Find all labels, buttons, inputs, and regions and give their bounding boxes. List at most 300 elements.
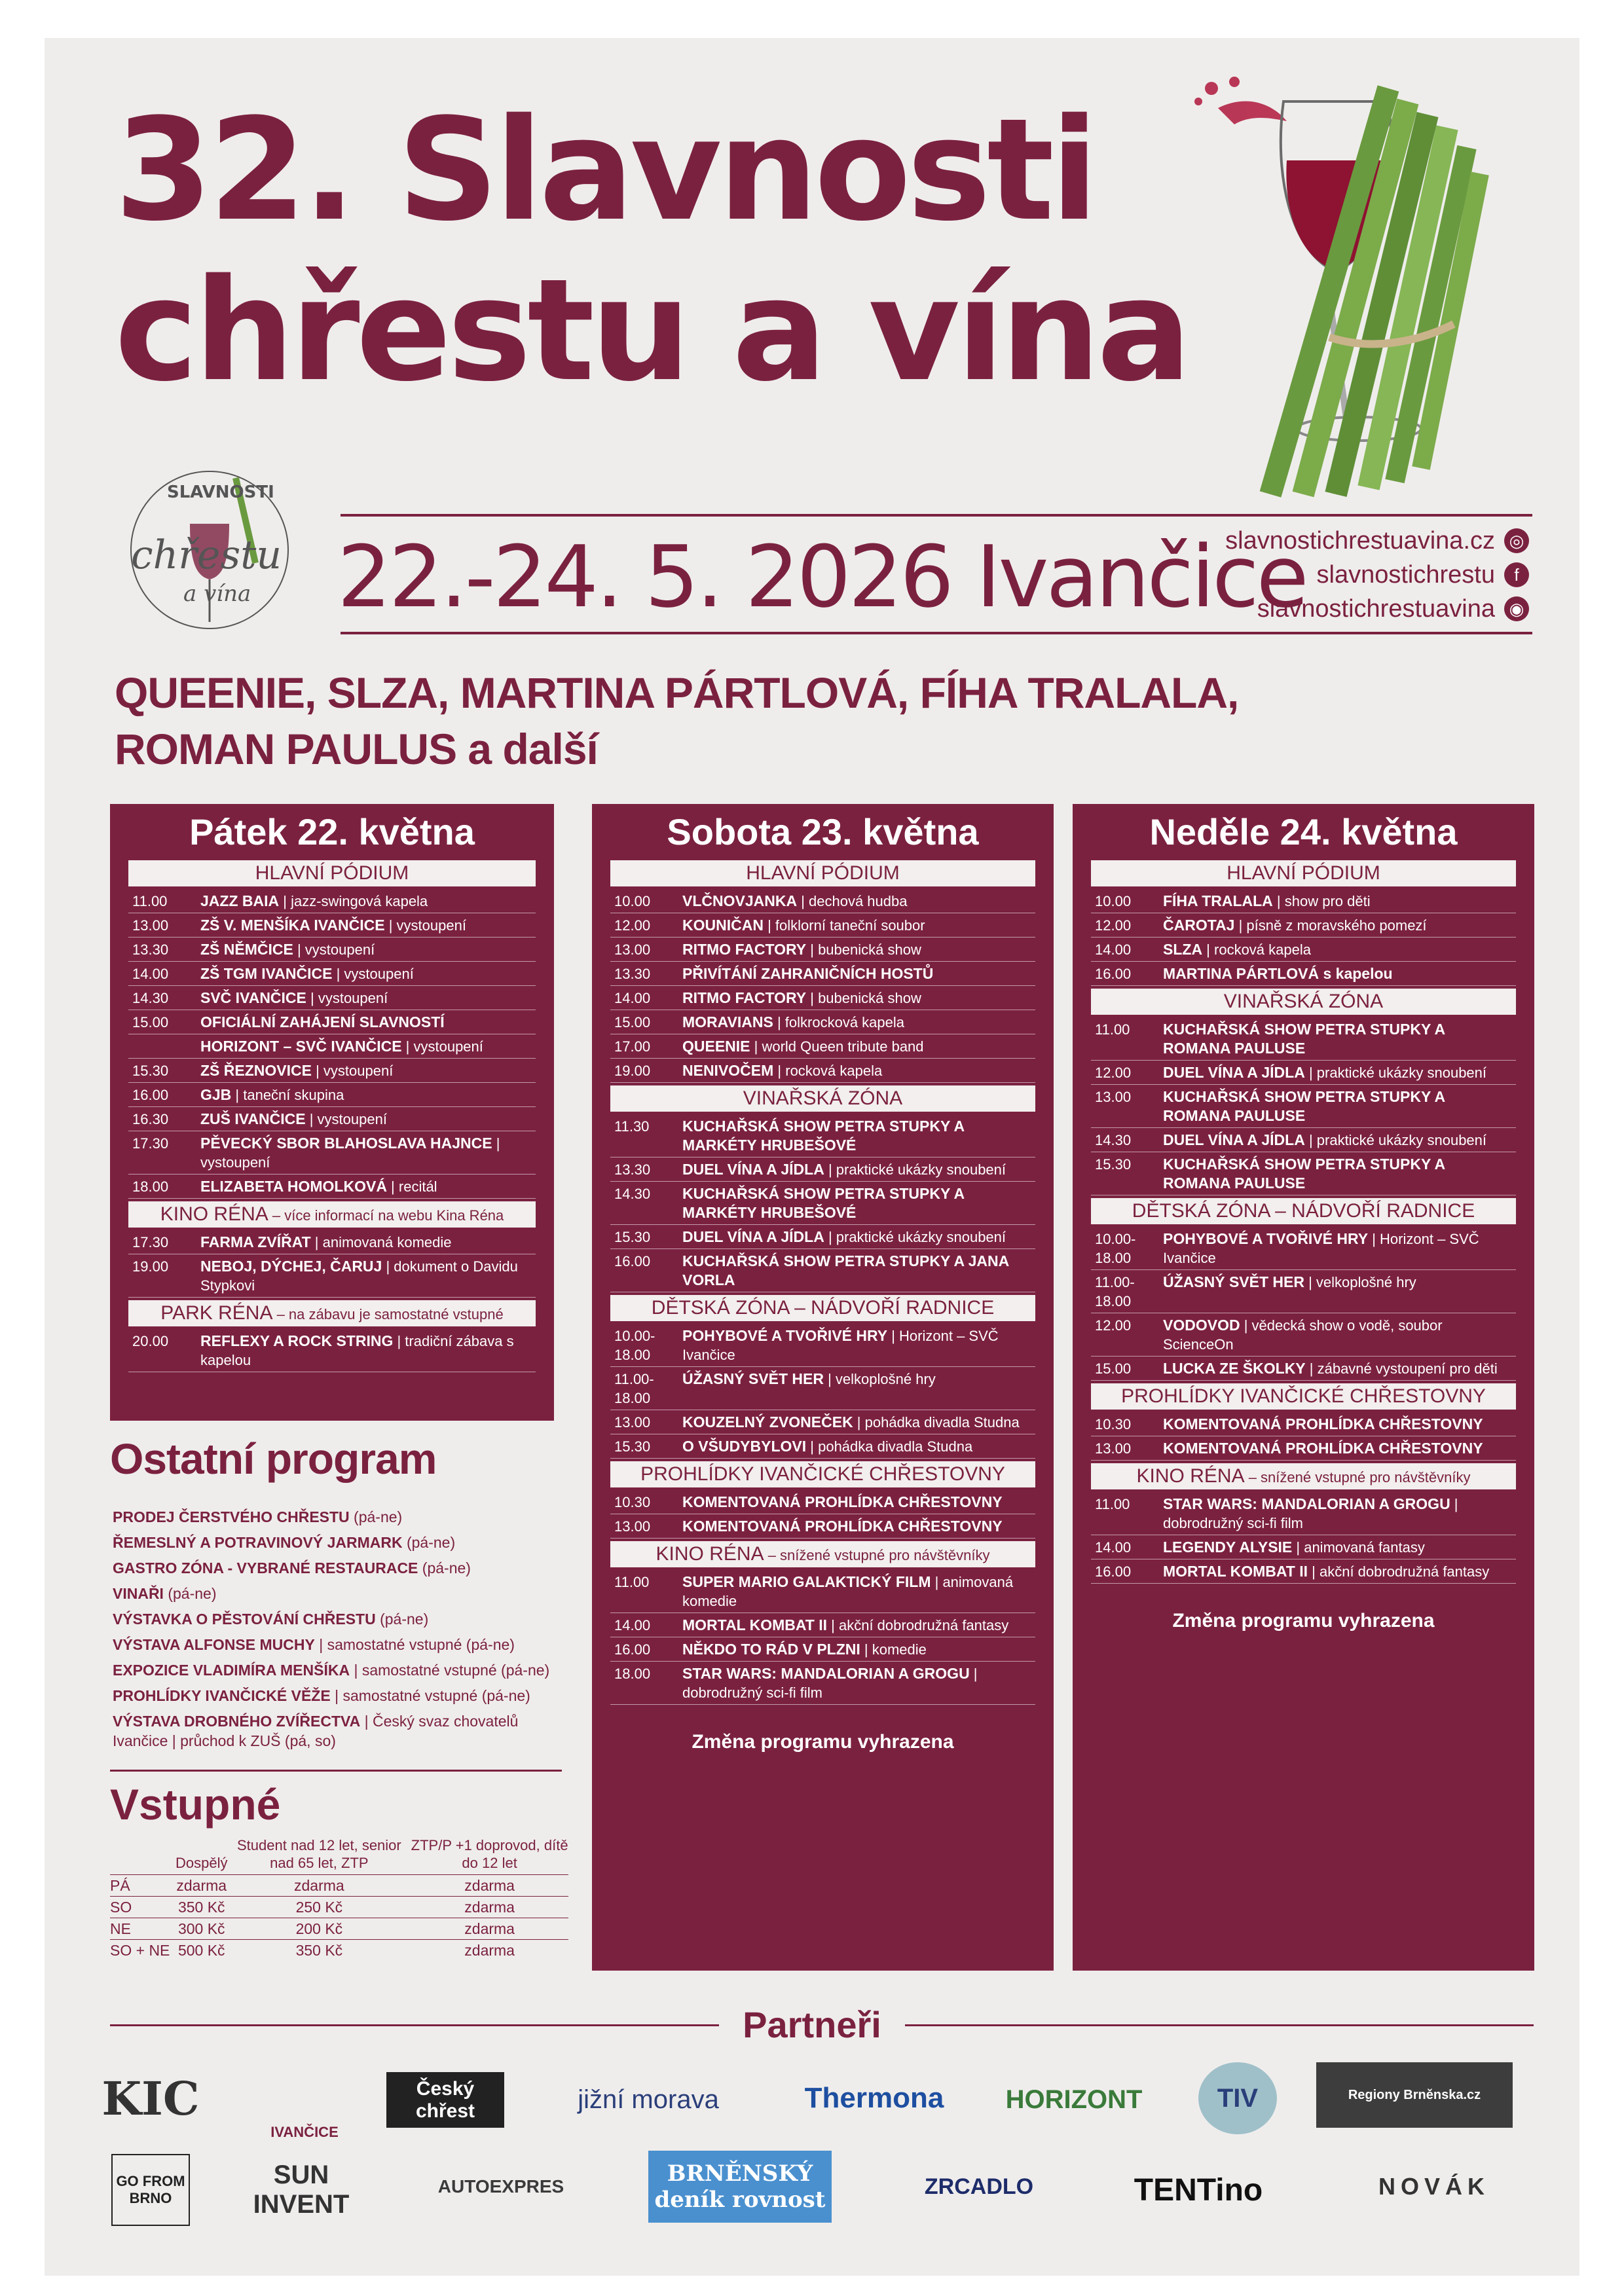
program-text: [682, 892, 1035, 911]
section-header: [1091, 1198, 1516, 1224]
program-time: 10.00: [1095, 893, 1132, 909]
program-time: 10.30: [614, 1494, 651, 1510]
program-name: DUEL VÍNA A JÍDLA: [682, 1228, 824, 1245]
program-desc: | dokument o Davidu Stypkovi: [200, 1258, 518, 1294]
program-row: [1091, 1017, 1516, 1061]
program-time: 12.00: [1095, 917, 1132, 934]
partner-logo: GO FROM BRNO: [111, 2154, 190, 2226]
program-text: [1163, 1131, 1516, 1150]
program-text: [682, 989, 1035, 1008]
section-name: HLAVNÍ PÓDIUM: [746, 862, 900, 884]
program-row: [128, 889, 536, 913]
program-text: [682, 1493, 1035, 1512]
program-desc: | písně z moravského pomezí: [1234, 917, 1427, 934]
program-name: OFICIÁLNÍ ZAHÁJENÍ SLAVNOSTÍ: [200, 1013, 445, 1030]
program-time: 12.00: [1095, 1065, 1132, 1081]
program-text: [682, 1013, 1035, 1032]
facebook-icon: f: [1504, 562, 1529, 587]
section-name: PROHLÍDKY IVANČICKÉ CHŘESTOVNY: [1121, 1385, 1486, 1407]
program-text: [682, 1413, 1035, 1432]
program-row: [1091, 1492, 1516, 1535]
program-row: [1091, 1085, 1516, 1128]
program-time: 15.00: [1095, 1360, 1132, 1377]
headliners-line1: QUEENIE, SLZA, MARTINA PÁRTLOVÁ, FÍHA TRALALA,: [115, 668, 1239, 717]
program-text: [200, 1134, 536, 1172]
program-name: STAR WARS: MANDALORIAN A GROGU: [682, 1665, 970, 1682]
program-change-note: Změna programu vyhrazena: [1172, 1610, 1435, 1631]
section-name: VINAŘSKÁ ZÓNA: [1223, 991, 1384, 1012]
program-time: 13.30: [614, 1161, 651, 1178]
program-time: 11.00-18.00: [614, 1371, 654, 1406]
poster-title-line2: chřestu a vína: [115, 248, 1188, 412]
program-text: [200, 916, 536, 935]
program-time: 17.30: [132, 1135, 169, 1152]
program-name: NEBOJ, DÝCHEJ, ČARUJ: [200, 1258, 382, 1275]
program-name: DUEL VÍNA A JÍDLA: [1163, 1064, 1305, 1081]
program-desc: | komedie: [860, 1641, 927, 1658]
program-text: [682, 1184, 1035, 1222]
program-name: O VŠUDYBYLOVI: [682, 1438, 807, 1455]
admission-cell: SO: [110, 1897, 175, 1918]
program-text: [200, 1110, 536, 1129]
program-desc: | velkoplošné hry: [1304, 1274, 1416, 1290]
program-text: [1163, 1439, 1516, 1458]
logo-top-text: SLAVNOSTI: [167, 483, 274, 502]
program-text: [1163, 964, 1516, 983]
date-bottom-rule: [341, 632, 1532, 634]
admission-cell: zdarma: [227, 1875, 411, 1897]
program-row: [610, 1662, 1035, 1705]
other-item-name: EXPOZICE VLADIMÍRA MENŠÍKA: [113, 1662, 350, 1679]
other-item-desc: | samostatné vstupné (pá-ne): [330, 1687, 530, 1704]
other-item-desc: | Český svaz chovatelů Ivančice | průchod k ZUŠ (pá, so): [113, 1713, 519, 1749]
program-row: [1091, 1313, 1516, 1357]
program-name: NĚKDO TO RÁD V PLZNI: [682, 1641, 860, 1658]
admission-cell: 500 Kč: [175, 1940, 227, 1961]
program-row: [128, 938, 536, 962]
section-name: HLAVNÍ PÓDIUM: [255, 862, 409, 884]
program-text: [682, 1160, 1035, 1179]
program-name: KUCHAŘSKÁ SHOW PETRA STUPKY A JANA VORLA: [682, 1252, 1009, 1288]
admission-header: Student nad 12 let, senior nad 65 let, ZTP: [237, 1837, 401, 1871]
program-name: KUCHAŘSKÁ SHOW PETRA STUPKY A ROMANA PAULUSE: [1163, 1088, 1445, 1124]
other-program-title: Ostatní program: [110, 1434, 437, 1483]
partner-logo: IVANČICE: [270, 2124, 339, 2140]
program-row: [610, 1637, 1035, 1662]
partner-logo: SUN INVENT: [253, 2160, 350, 2219]
program-desc: | dobrodružný sci-fi film: [682, 1666, 978, 1701]
program-name: KOUNIČAN: [682, 917, 764, 934]
program-row: [128, 986, 536, 1010]
admission-header-row: [110, 1836, 568, 1875]
program-name: KUCHAŘSKÁ SHOW PETRA STUPKY A ROMANA PAULUSE: [1163, 1156, 1445, 1192]
program-name: STAR WARS: MANDALORIAN A GROGU: [1163, 1495, 1450, 1512]
program-time: 13.30: [132, 941, 169, 958]
admission-cell: 350 Kč: [175, 1897, 227, 1918]
program-row: [610, 1490, 1035, 1514]
partner-logo: KIC: [101, 2071, 200, 2126]
program-row: [1091, 1270, 1516, 1313]
partners-title: Partneři: [743, 2004, 881, 2045]
day-title: Neděle 24. května: [1149, 811, 1458, 852]
admission-row: [110, 1897, 568, 1918]
program-time: 10.00-18.00: [614, 1328, 655, 1363]
day-column-saturday: [592, 804, 1054, 1971]
program-row: [1091, 1152, 1516, 1195]
program-time: 11.00: [614, 1574, 650, 1590]
program-text: [682, 1573, 1035, 1611]
admission-header: ZTP/P +1 doprovod, dítě do 12 let: [411, 1837, 568, 1871]
partner-logo: jižní morava: [578, 2085, 719, 2114]
admission-title: Vstupné: [110, 1780, 281, 1829]
program-text: [200, 1257, 536, 1295]
program-text: [682, 1517, 1035, 1536]
section-note: – snížené vstupné pro návštěvníky: [764, 1547, 990, 1563]
instagram-link-row[interactable]: [1225, 592, 1529, 626]
program-text: [682, 1037, 1035, 1056]
program-row: [610, 1114, 1035, 1157]
program-time: 16.00: [1095, 1563, 1132, 1580]
admission-cell: 350 Kč: [227, 1940, 411, 1961]
program-name: KOMENTOVANÁ PROHLÍDKA CHŘESTOVNY: [1163, 1415, 1483, 1432]
program-time: 14.30: [614, 1186, 651, 1202]
program-row: [610, 1157, 1035, 1182]
program-text: [200, 1085, 536, 1104]
program-row: [610, 913, 1035, 938]
globe-icon: ◎: [1504, 528, 1529, 553]
program-name: KOMENTOVANÁ PROHLÍDKA CHŘESTOVNY: [682, 1493, 1003, 1510]
program-name: KOMENTOVANÁ PROHLÍDKA CHŘESTOVNY: [1163, 1440, 1483, 1457]
program-name: NENIVOČEM: [682, 1062, 774, 1079]
program-time: 18.00: [132, 1178, 169, 1195]
program-name: RITMO FACTORY: [682, 989, 807, 1006]
program-text: [200, 940, 536, 959]
web-link-row[interactable]: [1225, 524, 1529, 558]
admission-cell: zdarma: [411, 1897, 568, 1918]
admission-cell: 250 Kč: [227, 1897, 411, 1918]
program-row: [610, 1249, 1035, 1292]
program-row: [128, 1329, 536, 1372]
section-header: [1091, 1463, 1516, 1489]
program-text: [682, 1228, 1035, 1247]
program-time: 16.30: [132, 1111, 169, 1127]
program-text: [200, 1061, 536, 1080]
program-name: MARTINA PÁRTLOVÁ s kapelou: [1163, 965, 1393, 982]
program-desc: | animovaná komedie: [310, 1234, 452, 1250]
partner-logo: Český chřest: [386, 2072, 504, 2128]
program-desc: | velkoplošné hry: [823, 1371, 936, 1387]
program-name: POHYBOVÉ A TVOŘIVÉ HRY: [682, 1327, 888, 1344]
program-row: [128, 1059, 536, 1083]
other-program-item: [113, 1530, 571, 1556]
day-column-sunday: [1073, 804, 1534, 1971]
program-text: [200, 1013, 536, 1032]
program-row: [1091, 1227, 1516, 1270]
program-text: [1163, 1495, 1516, 1533]
program-text: [200, 964, 536, 983]
section-header: [610, 1085, 1035, 1112]
program-row: [1091, 1535, 1516, 1559]
other-program-item: [113, 1607, 571, 1632]
other-program-item: [113, 1504, 571, 1530]
program-desc: | Horizont – SVČ Ivančice: [1163, 1231, 1479, 1266]
program-text: [1163, 1230, 1516, 1267]
program-row: [1091, 1436, 1516, 1461]
program-time: 16.00: [1095, 966, 1132, 982]
program-row: [610, 1182, 1035, 1225]
program-text: [682, 1640, 1035, 1659]
day-title: Pátek 22. května: [189, 811, 475, 852]
program-text: [682, 1252, 1035, 1290]
program-name: KOUZELNÝ ZVONEČEK: [682, 1413, 853, 1430]
program-desc: | dechová hudba: [797, 893, 908, 909]
program-row: [128, 1230, 536, 1254]
program-time: 10.00: [614, 893, 651, 909]
program-row: [1091, 1128, 1516, 1152]
program-name: LEGENDY ALYSIE: [1163, 1539, 1293, 1556]
section-name: DĚTSKÁ ZÓNA – NÁDVOŘÍ RADNICE: [651, 1297, 995, 1319]
headliners-line2: ROMAN PAULUS a další: [115, 725, 598, 773]
other-item-name: ŘEMESLNÝ A POTRAVINOVÝ JARMARK: [113, 1534, 403, 1551]
other-program-item: [113, 1581, 571, 1607]
program-desc: | praktické ukázky snoubení: [824, 1229, 1006, 1245]
facebook-link[interactable]: slavnostichrestu: [1316, 561, 1495, 589]
program-time: [128, 1037, 200, 1056]
program-desc: | pohádka divadla Studna: [806, 1438, 973, 1455]
program-desc: | praktické ukázky snoubení: [824, 1161, 1006, 1178]
program-text: [682, 1437, 1035, 1456]
admission-cell: 300 Kč: [175, 1918, 227, 1940]
program-desc: | vystoupení: [293, 941, 375, 958]
program-text: [200, 1233, 536, 1252]
program-row: [1091, 938, 1516, 962]
program-time: 15.00: [614, 1014, 651, 1030]
program-text: [200, 1037, 536, 1056]
day-title: Sobota 23. května: [667, 811, 979, 852]
festival-date: 22.-24. 5. 2026 Ivančice: [337, 527, 1306, 627]
program-time: 16.00: [614, 1641, 651, 1658]
other-item-desc: (pá-ne): [349, 1508, 403, 1525]
admission-header: Dospělý: [175, 1855, 228, 1871]
web-link[interactable]: slavnostichrestuavina.cz: [1225, 527, 1495, 555]
program-desc: | vystoupení: [306, 990, 388, 1006]
program-desc: | show pro děti: [1272, 893, 1371, 909]
program-name: KUCHAŘSKÁ SHOW PETRA STUPKY A MARKÉTY HRUBEŠOVÉ: [682, 1118, 965, 1154]
program-text: [682, 916, 1035, 935]
program-row: [610, 1613, 1035, 1637]
program-name: ÚŽASNÝ SVĚT HER: [1163, 1273, 1304, 1290]
program-desc: | Horizont – SVČ Ivančice: [682, 1328, 999, 1363]
section-header: [1091, 1383, 1516, 1410]
program-name: KOMENTOVANÁ PROHLÍDKA CHŘESTOVNY: [682, 1518, 1003, 1535]
program-name: GJB: [200, 1086, 232, 1103]
program-row: [128, 913, 536, 938]
program-text: [1163, 1562, 1516, 1581]
program-text: [1163, 1087, 1516, 1125]
program-name: MORTAL KOMBAT II: [1163, 1563, 1308, 1580]
program-row: [1091, 1357, 1516, 1381]
program-desc: | vystoupení: [401, 1038, 483, 1055]
admission-rule: [110, 1770, 562, 1772]
program-text: [200, 1332, 536, 1370]
program-name: SUPER MARIO GALAKTICKÝ FILM: [682, 1573, 931, 1590]
section-header: [610, 860, 1035, 886]
program-desc: | pohádka divadla Studna: [853, 1414, 1020, 1430]
program-row: [1091, 1412, 1516, 1436]
program-name: SLZA: [1163, 941, 1203, 958]
program-text: [682, 964, 1035, 983]
program-desc: | vystoupení: [200, 1135, 500, 1171]
program-time: 14.00: [614, 990, 651, 1006]
program-text: [1163, 1359, 1516, 1378]
program-row: [610, 1225, 1035, 1249]
program-name: ZŠ V. MENŠÍKA IVANČICE: [200, 917, 385, 934]
program-row: [128, 962, 536, 986]
program-time: 14.00: [1095, 941, 1132, 958]
section-name: KINO RÉNA: [655, 1543, 764, 1565]
facebook-link-row[interactable]: [1225, 558, 1529, 592]
program-name: REFLEXY A ROCK STRING: [200, 1332, 394, 1349]
program-row: [1091, 1061, 1516, 1085]
other-item-name: PROHLÍDKY IVANČICKÉ VĚŽE: [113, 1687, 331, 1704]
other-item-desc: | samostatné vstupné (pá-ne): [314, 1636, 515, 1653]
section-name: HLAVNÍ PÓDIUM: [1227, 862, 1380, 884]
program-desc: | praktické ukázky snoubení: [1304, 1132, 1487, 1148]
program-text: [1163, 1063, 1516, 1082]
program-name: HORIZONT – SVČ IVANČICE: [200, 1038, 402, 1055]
other-program-item: [113, 1556, 571, 1581]
partner-logo: NOVÁK: [1378, 2173, 1490, 2200]
program-name: VODOVOD: [1163, 1317, 1240, 1334]
program-desc: | vystoupení: [311, 1063, 394, 1079]
program-row: [128, 1010, 536, 1034]
program-name: KUCHAŘSKÁ SHOW PETRA STUPKY A MARKÉTY HRUBEŠOVÉ: [682, 1185, 965, 1221]
other-item-name: GASTRO ZÓNA - VYBRANÉ RESTAURACE: [113, 1559, 418, 1576]
program-text: [200, 892, 536, 911]
program-name: ZŠ TGM IVANČICE: [200, 965, 333, 982]
section-header: [610, 1295, 1035, 1321]
program-time: 13.00: [614, 1414, 651, 1430]
logo-middle-text: chřestu: [131, 532, 282, 578]
other-program-item: [113, 1658, 571, 1683]
partner-logo: HORIZONT: [1005, 2085, 1143, 2114]
section-name: KINO RÉNA: [1136, 1465, 1245, 1487]
admission-header: [110, 1836, 175, 1875]
wine-asparagus-illustration: [1172, 62, 1539, 507]
program-text: [1163, 1415, 1516, 1434]
program-time: 15.30: [614, 1438, 651, 1455]
program-text: [200, 989, 536, 1008]
program-name: MORTAL KOMBAT II: [682, 1616, 828, 1633]
other-program-list: [113, 1504, 571, 1751]
program-desc: | recitál: [386, 1178, 437, 1195]
admission-row: [110, 1940, 568, 1961]
program-text: [1163, 940, 1516, 959]
program-desc: | jazz-swingová kapela: [279, 893, 428, 909]
program-name: PĚVECKÝ SBOR BLAHOSLAVA HAJNCE: [200, 1135, 492, 1152]
program-row: [128, 1254, 536, 1298]
program-text: [1163, 1273, 1516, 1311]
program-name: JAZZ BAIA: [200, 892, 280, 909]
program-desc: | zábavné vystoupení pro děti: [1305, 1360, 1498, 1377]
program-name: RITMO FACTORY: [682, 941, 807, 958]
program-time: 19.00: [614, 1063, 651, 1079]
program-name: DUEL VÍNA A JÍDLA: [682, 1161, 824, 1178]
program-name: KUCHAŘSKÁ SHOW PETRA STUPKY A ROMANA PAULUSE: [1163, 1021, 1445, 1057]
program-time: 15.00: [132, 1014, 169, 1030]
program-row: [610, 1434, 1035, 1459]
program-desc: | bubenická show: [806, 941, 921, 958]
program-time: 11.30: [614, 1118, 650, 1135]
program-desc: | akční dobrodružná fantasy: [1308, 1563, 1490, 1580]
program-row: [610, 938, 1035, 962]
admission-cell: zdarma: [175, 1875, 227, 1897]
other-item-name: VINAŘI: [113, 1585, 164, 1602]
program-time: 14.00: [1095, 1539, 1132, 1556]
section-name: PROHLÍDKY IVANČICKÉ CHŘESTOVNY: [640, 1463, 1005, 1485]
other-item-desc: (pá-ne): [402, 1534, 456, 1551]
instagram-icon: ◉: [1504, 596, 1529, 621]
admission-row: [110, 1918, 568, 1940]
program-time: 12.00: [1095, 1317, 1132, 1334]
other-item-name: PRODEJ ČERSTVÉHO CHŘESTU: [113, 1508, 350, 1525]
program-time: 14.00: [614, 1617, 651, 1633]
wine-splash: [1194, 77, 1287, 124]
program-row: [128, 1107, 536, 1131]
admission-cell: SO + NE: [110, 1940, 175, 1961]
program-time: 13.30: [614, 966, 651, 982]
section-header: [1091, 860, 1516, 886]
program-desc: | folkrocková kapela: [773, 1014, 905, 1030]
admission-cell: zdarma: [411, 1875, 568, 1897]
instagram-link[interactable]: slavnostichrestuavina: [1257, 595, 1495, 623]
program-desc: | vystoupení: [305, 1111, 387, 1127]
other-item-desc: (pá-ne): [163, 1585, 217, 1602]
festival-logo: [105, 452, 314, 642]
program-name: ZŠ ŘEZNOVICE: [200, 1062, 312, 1079]
program-time: 17.00: [614, 1038, 651, 1055]
admission-row: [110, 1875, 568, 1897]
program-text: [1163, 1155, 1516, 1193]
program-desc: | vystoupení: [384, 917, 466, 934]
program-time: 14.00: [132, 966, 169, 982]
section-name: KINO RÉNA: [160, 1203, 268, 1225]
program-desc: | taneční skupina: [231, 1087, 344, 1103]
program-time: 13.00: [1095, 1440, 1132, 1457]
program-row: [128, 1131, 536, 1175]
program-text: [682, 1616, 1035, 1635]
program-change-note: Změna programu vyhrazena: [692, 1731, 954, 1753]
section-header: [610, 1541, 1035, 1567]
program-name: ZŠ NĚMČICE: [200, 941, 293, 958]
program-text: [682, 940, 1035, 959]
program-desc: | folklorní taneční soubor: [763, 917, 925, 934]
program-name: FÍHA TRALALA: [1163, 892, 1273, 909]
program-time: 17.30: [132, 1234, 169, 1250]
program-row: [128, 1034, 536, 1059]
program-name: PŘIVÍTÁNÍ ZAHRANIČNÍCH HOSTŮ: [682, 965, 934, 982]
program-row: [610, 1059, 1035, 1083]
program-desc: | vystoupení: [332, 966, 414, 982]
program-row: [1091, 913, 1516, 938]
program-time: 18.00: [614, 1666, 651, 1682]
program-row: [128, 1083, 536, 1107]
program-time: 20.00: [132, 1333, 169, 1349]
program-desc: | tradiční zábava s kapelou: [200, 1333, 514, 1368]
program-desc: | animovaná fantasy: [1292, 1539, 1425, 1556]
program-name: LUCKA ZE ŠKOLKY: [1163, 1360, 1306, 1377]
program-time: 14.30: [132, 990, 169, 1006]
